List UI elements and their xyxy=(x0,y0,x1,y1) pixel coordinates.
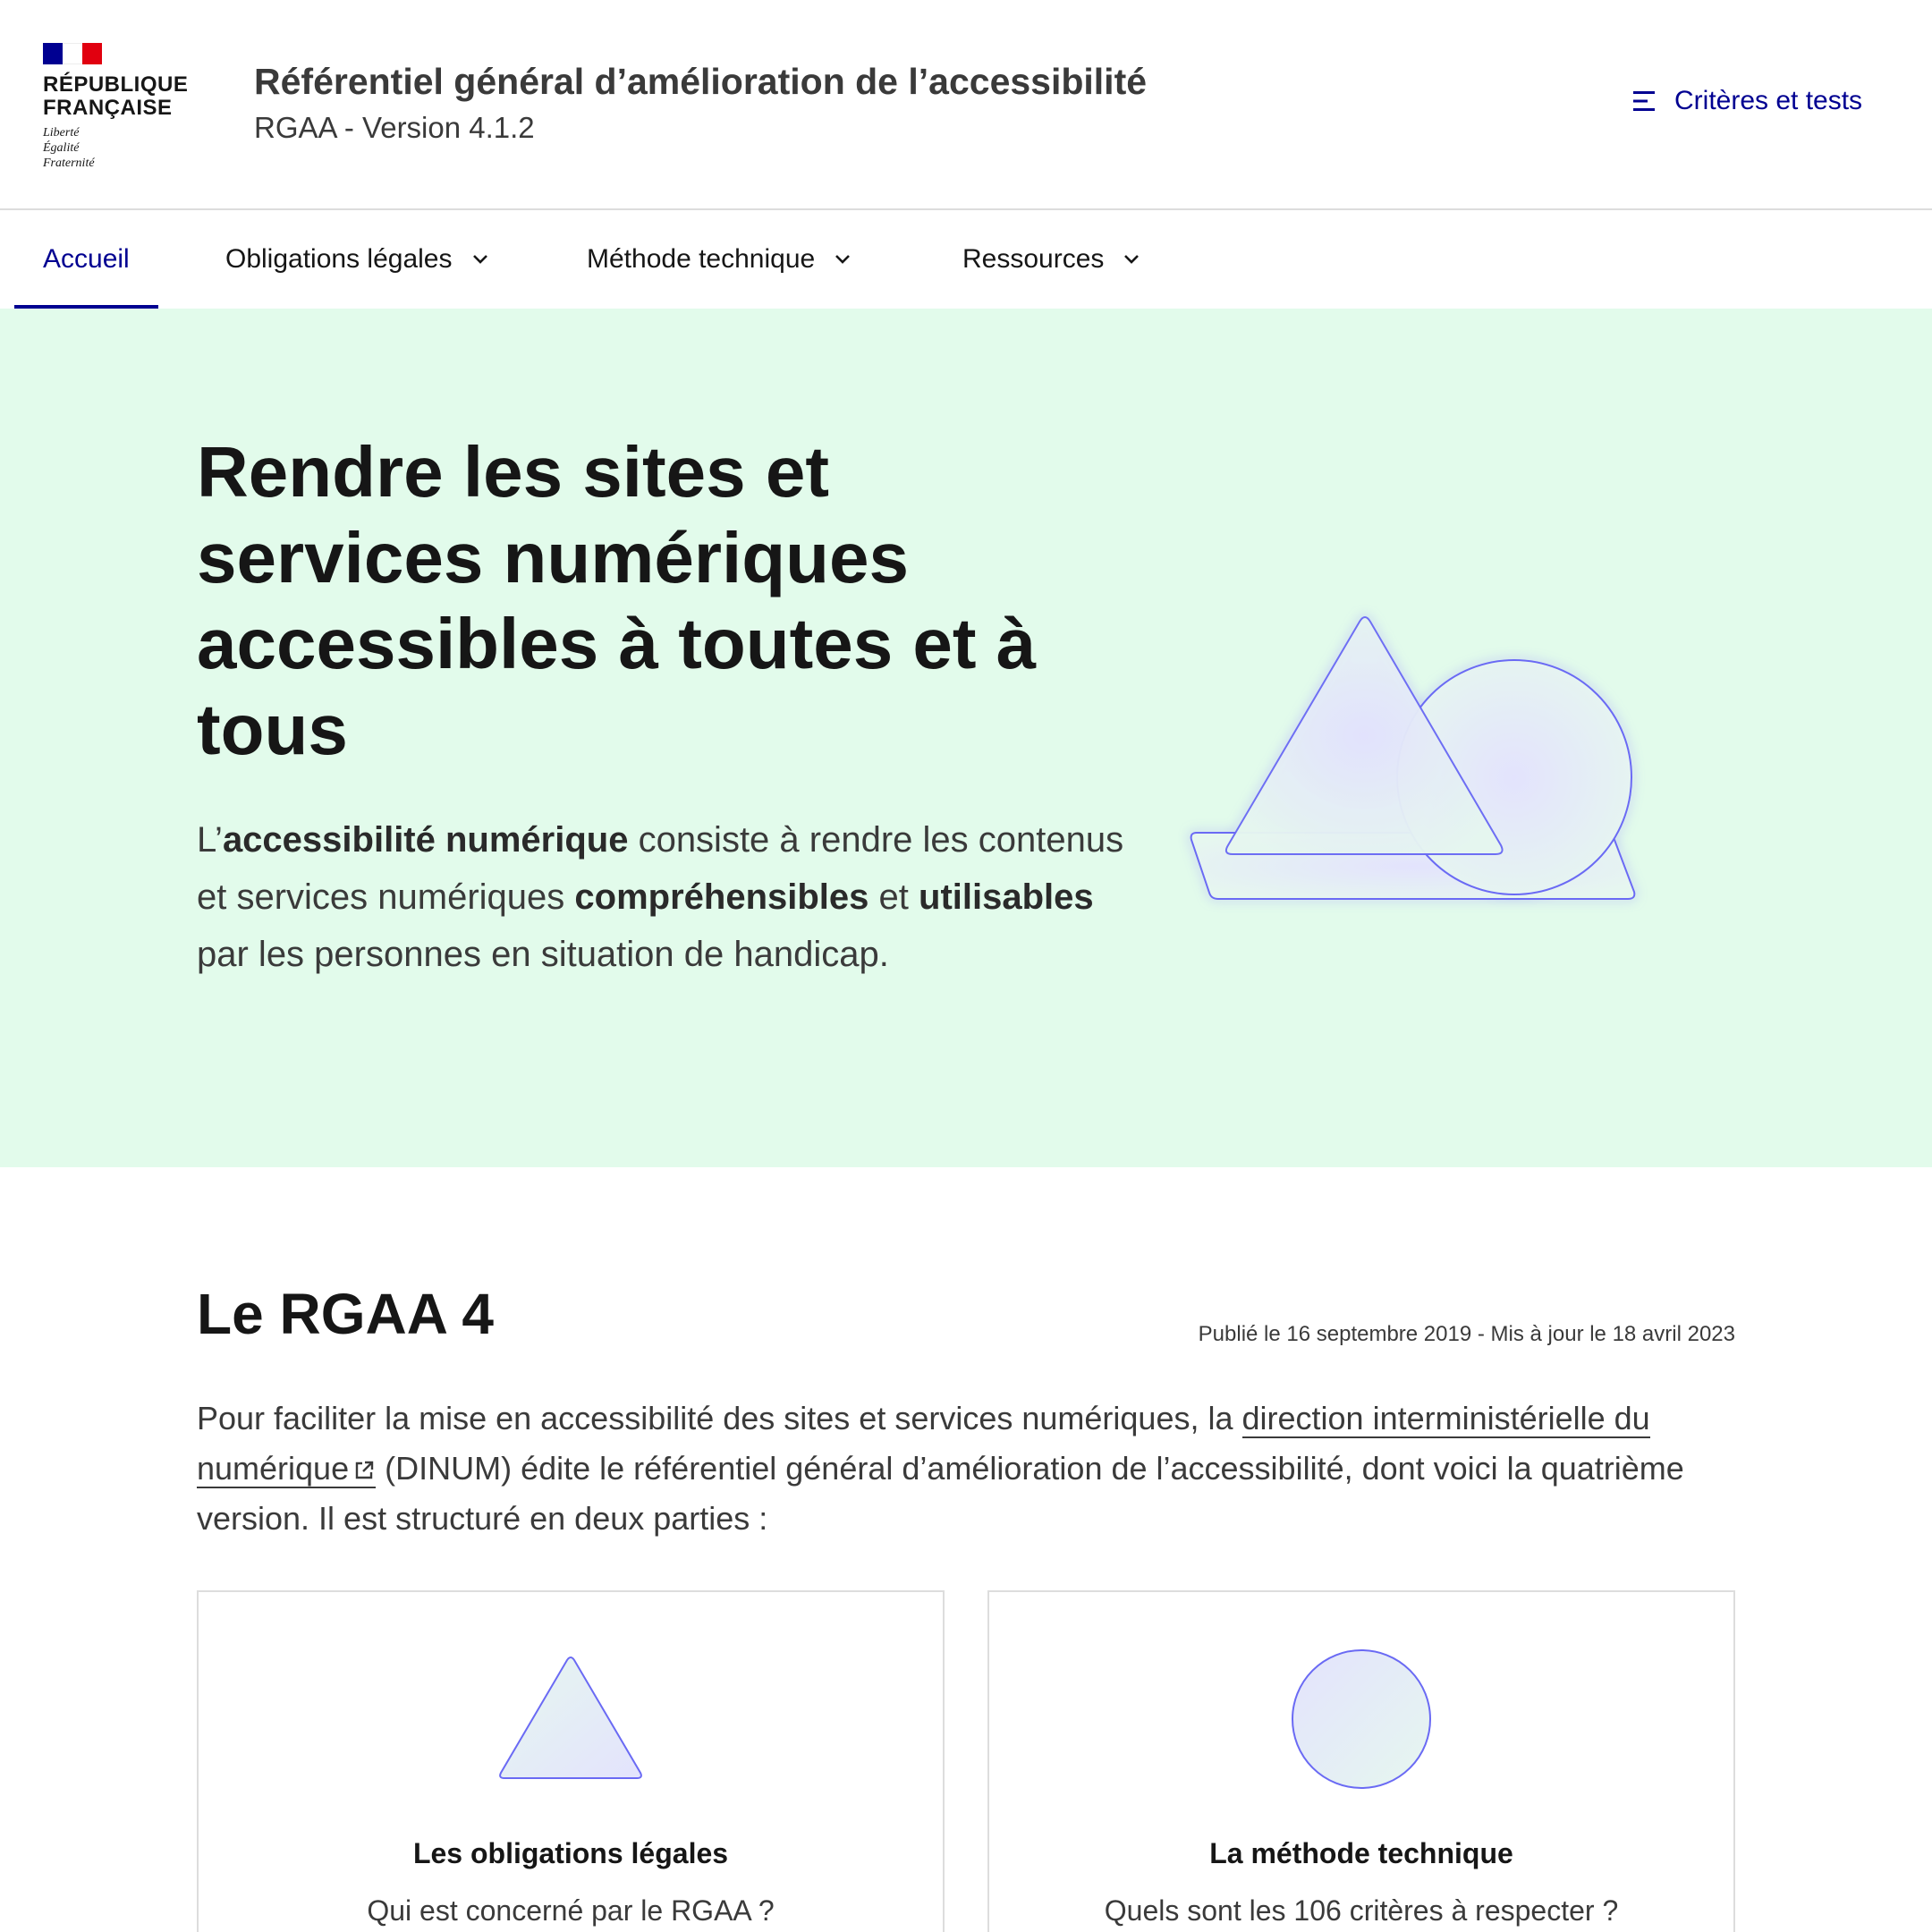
card-description: Quels sont les 106 critères à respecter ? xyxy=(1104,1894,1619,1927)
nav-item-accueil[interactable] xyxy=(43,210,130,309)
nav-item-obligations-legales[interactable] xyxy=(225,210,488,309)
section-title: Le RGAA 4 xyxy=(197,1282,494,1346)
card-title: Les obligations légales xyxy=(412,1837,729,1869)
hero-title: Rendre les sites et services numériques accessibles à toutes et à tous xyxy=(197,432,1037,769)
intro-text: Pour faciliter la mise en accessibilité des sites et services numériques, la xyxy=(197,1400,1242,1436)
logo-motto xyxy=(43,125,195,171)
hero-banner xyxy=(0,309,1932,1167)
hero-lead xyxy=(197,811,1127,983)
lead-text: et xyxy=(869,877,919,917)
lead-bold-comprehensibles: compréhensibles xyxy=(574,877,869,917)
card-description: Qui est concerné par le RGAA ? xyxy=(367,1894,775,1927)
nav-item-label: Ressources xyxy=(962,244,1105,274)
republique-francaise-logo[interactable] xyxy=(43,43,195,171)
motto-fraternite: Fraternité xyxy=(43,157,95,170)
lead-text: consiste à rendre les contenus et services numériques xyxy=(197,820,1124,917)
lead-bold-utilisables: utilisables xyxy=(919,877,1094,917)
menu-icon xyxy=(1633,90,1658,112)
motto-egalite: Égalité xyxy=(43,141,80,155)
card-methode-technique[interactable] xyxy=(987,1590,1735,1932)
lead-text: par les personnes en situation de handicap. xyxy=(197,935,889,974)
site-title[interactable]: Référentiel général d’amélioration de l’accessibilité xyxy=(254,61,1148,102)
nav-item-ressources[interactable] xyxy=(962,210,1140,309)
card-obligations-legales[interactable] xyxy=(197,1590,945,1932)
chevron-down-icon xyxy=(835,254,851,265)
site-header xyxy=(0,0,1932,210)
external-link-icon xyxy=(352,1459,376,1482)
site-subtitle: RGAA - Version 4.1.2 xyxy=(254,111,535,144)
nav-item-methode-technique[interactable] xyxy=(587,210,851,309)
intro-paragraph xyxy=(197,1394,1735,1544)
intro-text: (DINUM) édite le référentiel général d’amélioration de l’accessibilité, dont voici la quatrième version. Il est structuré en deux parties : xyxy=(197,1450,1684,1537)
nav-item-label: Méthode technique xyxy=(587,244,816,274)
chevron-down-icon xyxy=(1123,254,1140,265)
lead-text: L’ xyxy=(197,820,223,860)
criteria-menu-button[interactable] xyxy=(1633,86,1862,116)
card-title: La méthode technique xyxy=(1209,1837,1513,1869)
logo-title-line2: FRANÇAISE xyxy=(43,96,173,120)
hero-illustration xyxy=(1172,595,1673,917)
logo-title-line1: RÉPUBLIQUE xyxy=(43,72,189,97)
nav-item-label: Accueil xyxy=(43,244,130,274)
nav-item-label: Obligations légales xyxy=(225,244,453,274)
criteria-menu-label: Critères et tests xyxy=(1674,86,1863,115)
lead-bold-accessibilite: accessibilité numérique xyxy=(222,820,629,860)
publication-date: Publié le 16 septembre 2019 - Mis à jour le 18 avril 2023 xyxy=(1198,1322,1735,1346)
chevron-down-icon xyxy=(472,254,488,265)
dinum-link-label: direction interministérielle du numérique xyxy=(197,1400,1650,1487)
logo-title xyxy=(43,73,195,120)
french-flag-icon xyxy=(43,43,102,64)
main-navigation xyxy=(0,210,1932,309)
motto-liberte: Liberté xyxy=(43,126,80,140)
triangle-illustration xyxy=(490,1648,651,1791)
circle-illustration xyxy=(1281,1648,1442,1791)
